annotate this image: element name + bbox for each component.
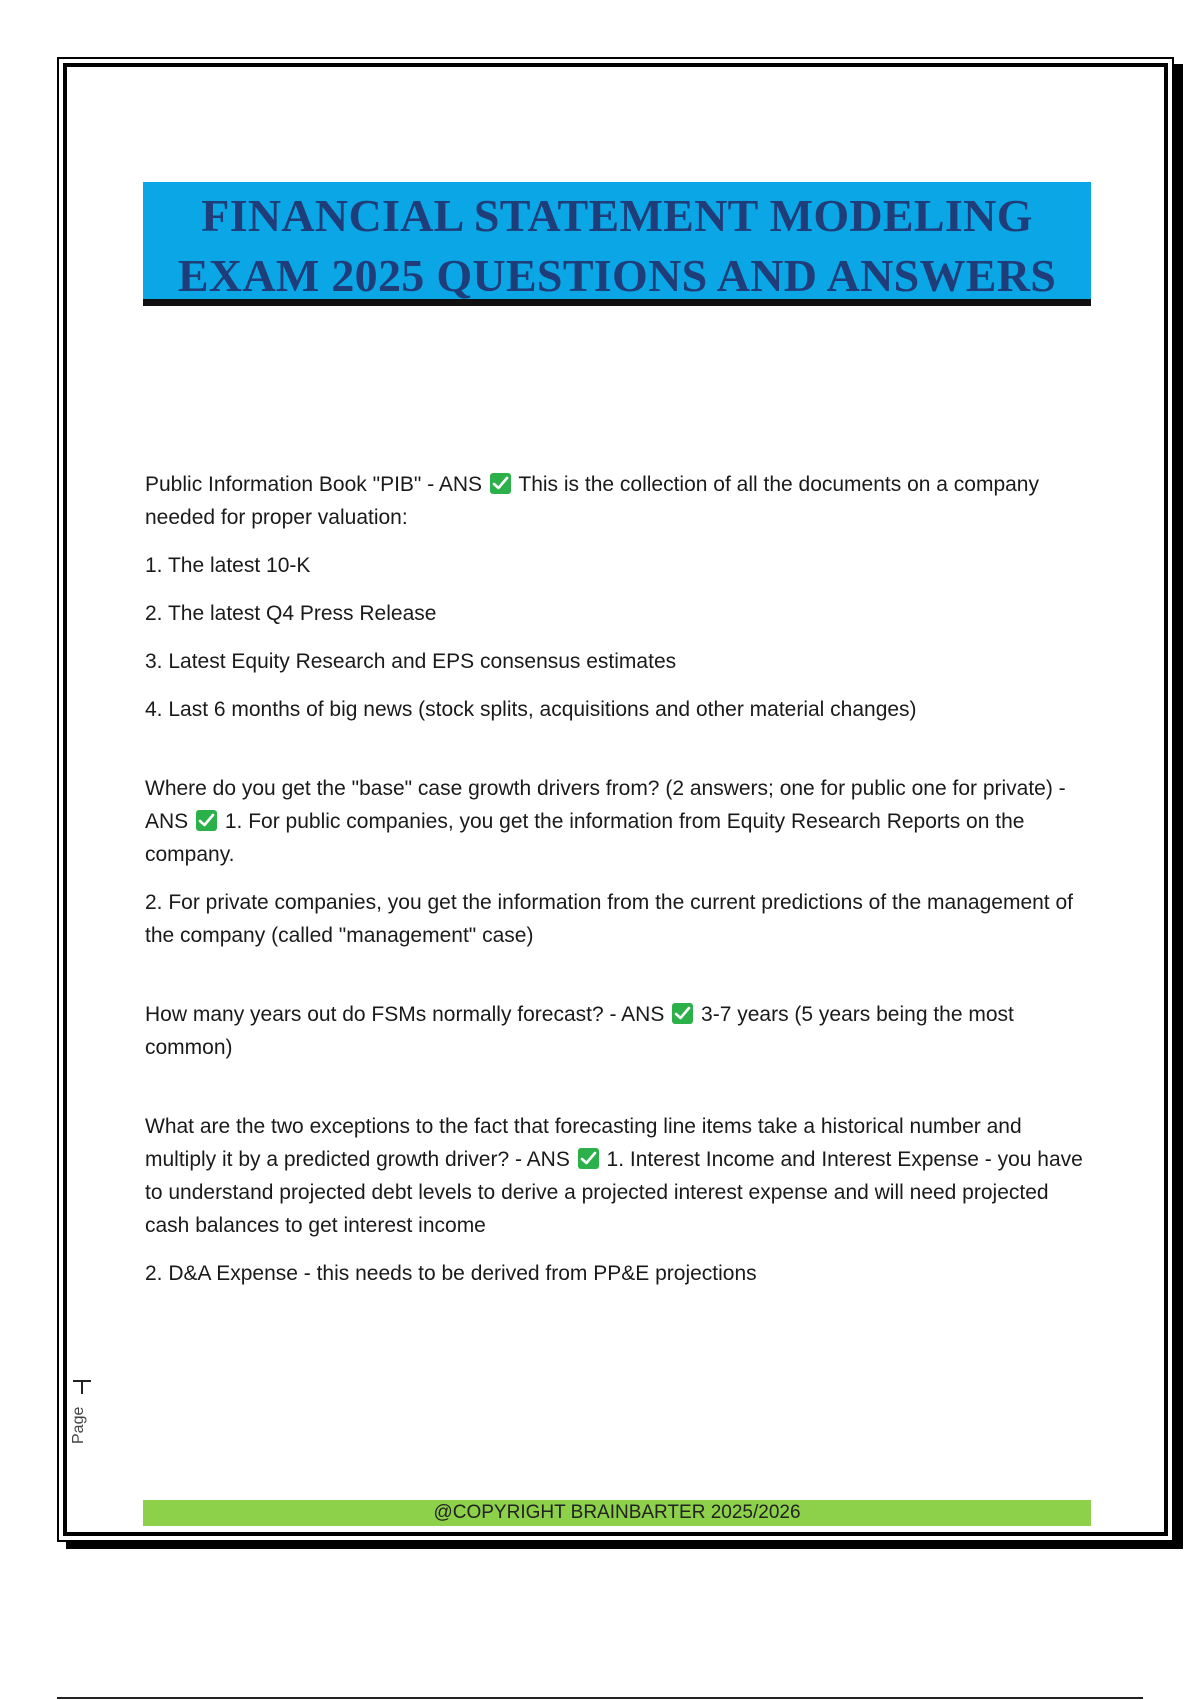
qa-question-answer [145, 1110, 1095, 1242]
answer-list-item: 2. For private companies, you get the information from the current predictions of the management of the company (called "management" case) [145, 891, 1073, 947]
page-label-text: Page [70, 1406, 87, 1444]
copyright-footer: @COPYRIGHT BRAINBARTER 2025/2026 [143, 1500, 1091, 1526]
qa-block [145, 1110, 1095, 1290]
qa-question-answer [145, 468, 1095, 534]
answer-list-item: 1. The latest 10-K [145, 554, 311, 577]
check-mark-icon [196, 810, 217, 831]
check-mark-icon [578, 1148, 599, 1169]
qa-content [145, 468, 1095, 1336]
check-mark-icon [672, 1003, 693, 1024]
title-line-2: EXAM 2025 QUESTIONS AND ANSWERS [177, 250, 1057, 301]
answer-list-item: 4. Last 6 months of big news (stock splits, acquisitions and other material changes) [145, 698, 917, 721]
answer-text: 1. Interest Income and Interest Expense - you have to understand projected debt levels to derive a projected interest expense and will need projected cash balances to get interest income [145, 1148, 1083, 1237]
answer-text: 1. For public companies, you get the information from Equity Research Reports on the company. [145, 810, 1025, 866]
answer-list-item: 3. Latest Equity Research and EPS consensus estimates [145, 650, 677, 673]
answer-list-item: 2. The latest Q4 Press Release [145, 602, 437, 625]
check-mark-icon [490, 473, 511, 494]
qa-question-answer [145, 998, 1095, 1064]
question-text: How many years out do FSMs normally forecast? - ANS [145, 1003, 665, 1026]
answer-list-item: 2. D&A Expense - this needs to be derived from PP&E projections [145, 1262, 757, 1285]
title-banner [143, 182, 1091, 306]
answer-text: 3-7 years (5 years being the most common) [145, 1003, 1014, 1059]
bottom-divider [57, 1697, 1143, 1699]
qa-question-answer [145, 772, 1095, 871]
question-text: What are the two exceptions to the fact that forecasting line items take a historical number and multiply it by a predicted growth driver? - ANS [145, 1115, 1022, 1171]
qa-block [145, 468, 1095, 726]
question-text: Where do you get the "base" case growth drivers from? (2 answers; one for public one for private) - ANS [145, 777, 1066, 833]
title-line-1: FINANCIAL STATEMENT MODELING [201, 190, 1033, 241]
question-text: Public Information Book "PIB" - ANS [145, 473, 483, 496]
qa-block [145, 998, 1095, 1064]
qa-block [145, 772, 1095, 952]
page-side-label [70, 1388, 94, 1448]
answer-text: This is the collection of all the documents on a company needed for proper valuation: [145, 473, 1039, 529]
